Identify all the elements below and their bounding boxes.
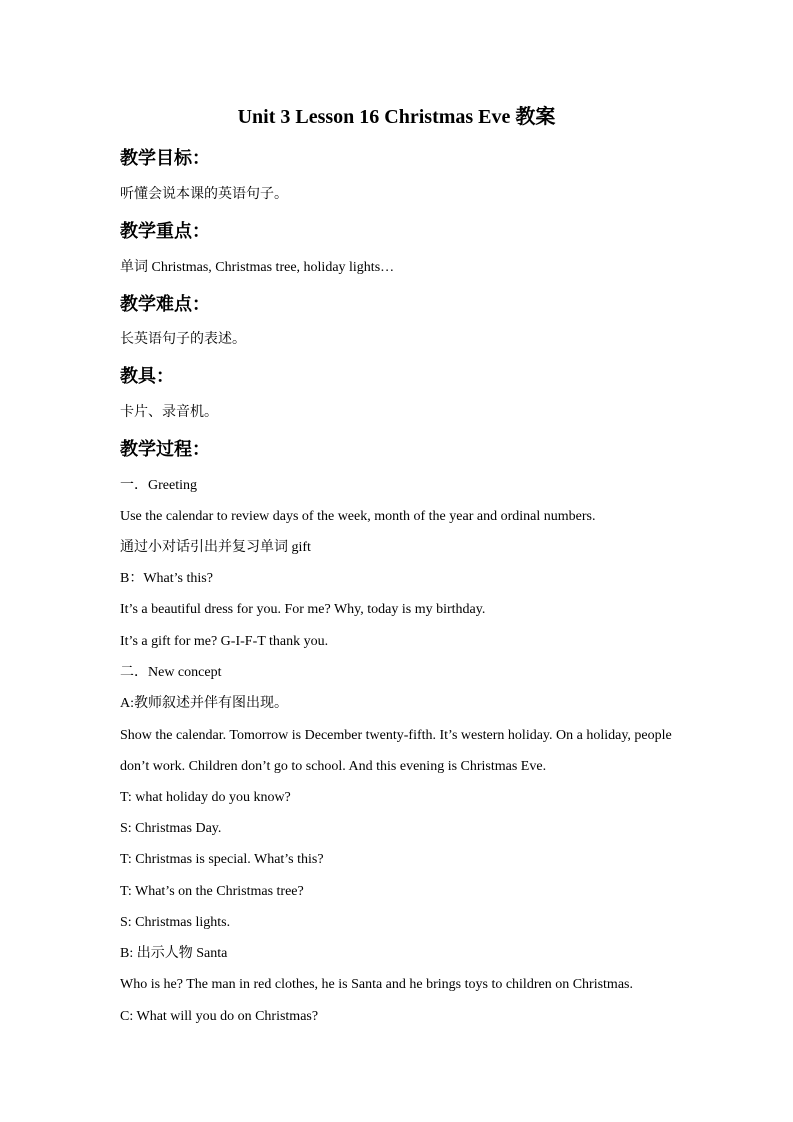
objectives-text: 听懂会说本课的英语句子。: [120, 187, 288, 202]
process-line: don’t work. Children don’t go to school. And this evening is Christmas Eve.: [120, 759, 547, 774]
teaching-aids-text: 卡片、录音机。: [120, 405, 218, 420]
process-line: S: Christmas Day.: [120, 821, 222, 836]
process-line: It’s a gift for me? G-I-F-T thank you.: [120, 634, 329, 649]
process-line: Show the calendar. Tomorrow is December twenty-fifth. It’s western holiday. On a holiday, people: [120, 728, 672, 743]
process-heading: 教学过程：: [120, 439, 210, 459]
difficulties-text: 长英语句子的表述。: [120, 332, 246, 347]
process-line: A:教师叙述并伴有图出现。: [120, 696, 288, 711]
process-line: Who is he? The man in red clothes, he is Santa and he brings toys to children on Christmas.: [120, 977, 633, 992]
process-line: It’s a beautiful dress for you. For me? Why, today is my birthday.: [120, 602, 486, 617]
process-line: 通过小对话引出并复习单词 gift: [120, 540, 311, 555]
process-line: C: What will you do on Christmas?: [120, 1009, 319, 1024]
difficulties-heading: 教学难点：: [120, 294, 210, 314]
process-line: T: Christmas is special. What’s this?: [120, 852, 324, 867]
process-line: T: What’s on the Christmas tree?: [120, 884, 304, 899]
process-line: B：What’s this?: [120, 571, 213, 586]
process-line: 一．Greeting: [120, 478, 197, 493]
process-line: Use the calendar to review days of the week, month of the year and ordinal numbers.: [120, 509, 596, 524]
process-line: B: 出示人物 Santa: [120, 946, 228, 961]
objectives-heading: 教学目标：: [120, 148, 210, 168]
process-line: 二．New concept: [120, 665, 222, 680]
teaching-aids-heading: 教具：: [120, 366, 174, 386]
key-points-text: 单词 Christmas, Christmas tree, holiday lights…: [120, 260, 395, 275]
process-line: S: Christmas lights.: [120, 915, 231, 930]
key-points-heading: 教学重点：: [120, 221, 210, 241]
document-title: Unit 3 Lesson 16 Christmas Eve 教案: [237, 106, 556, 128]
process-line: T: what holiday do you know?: [120, 790, 291, 805]
